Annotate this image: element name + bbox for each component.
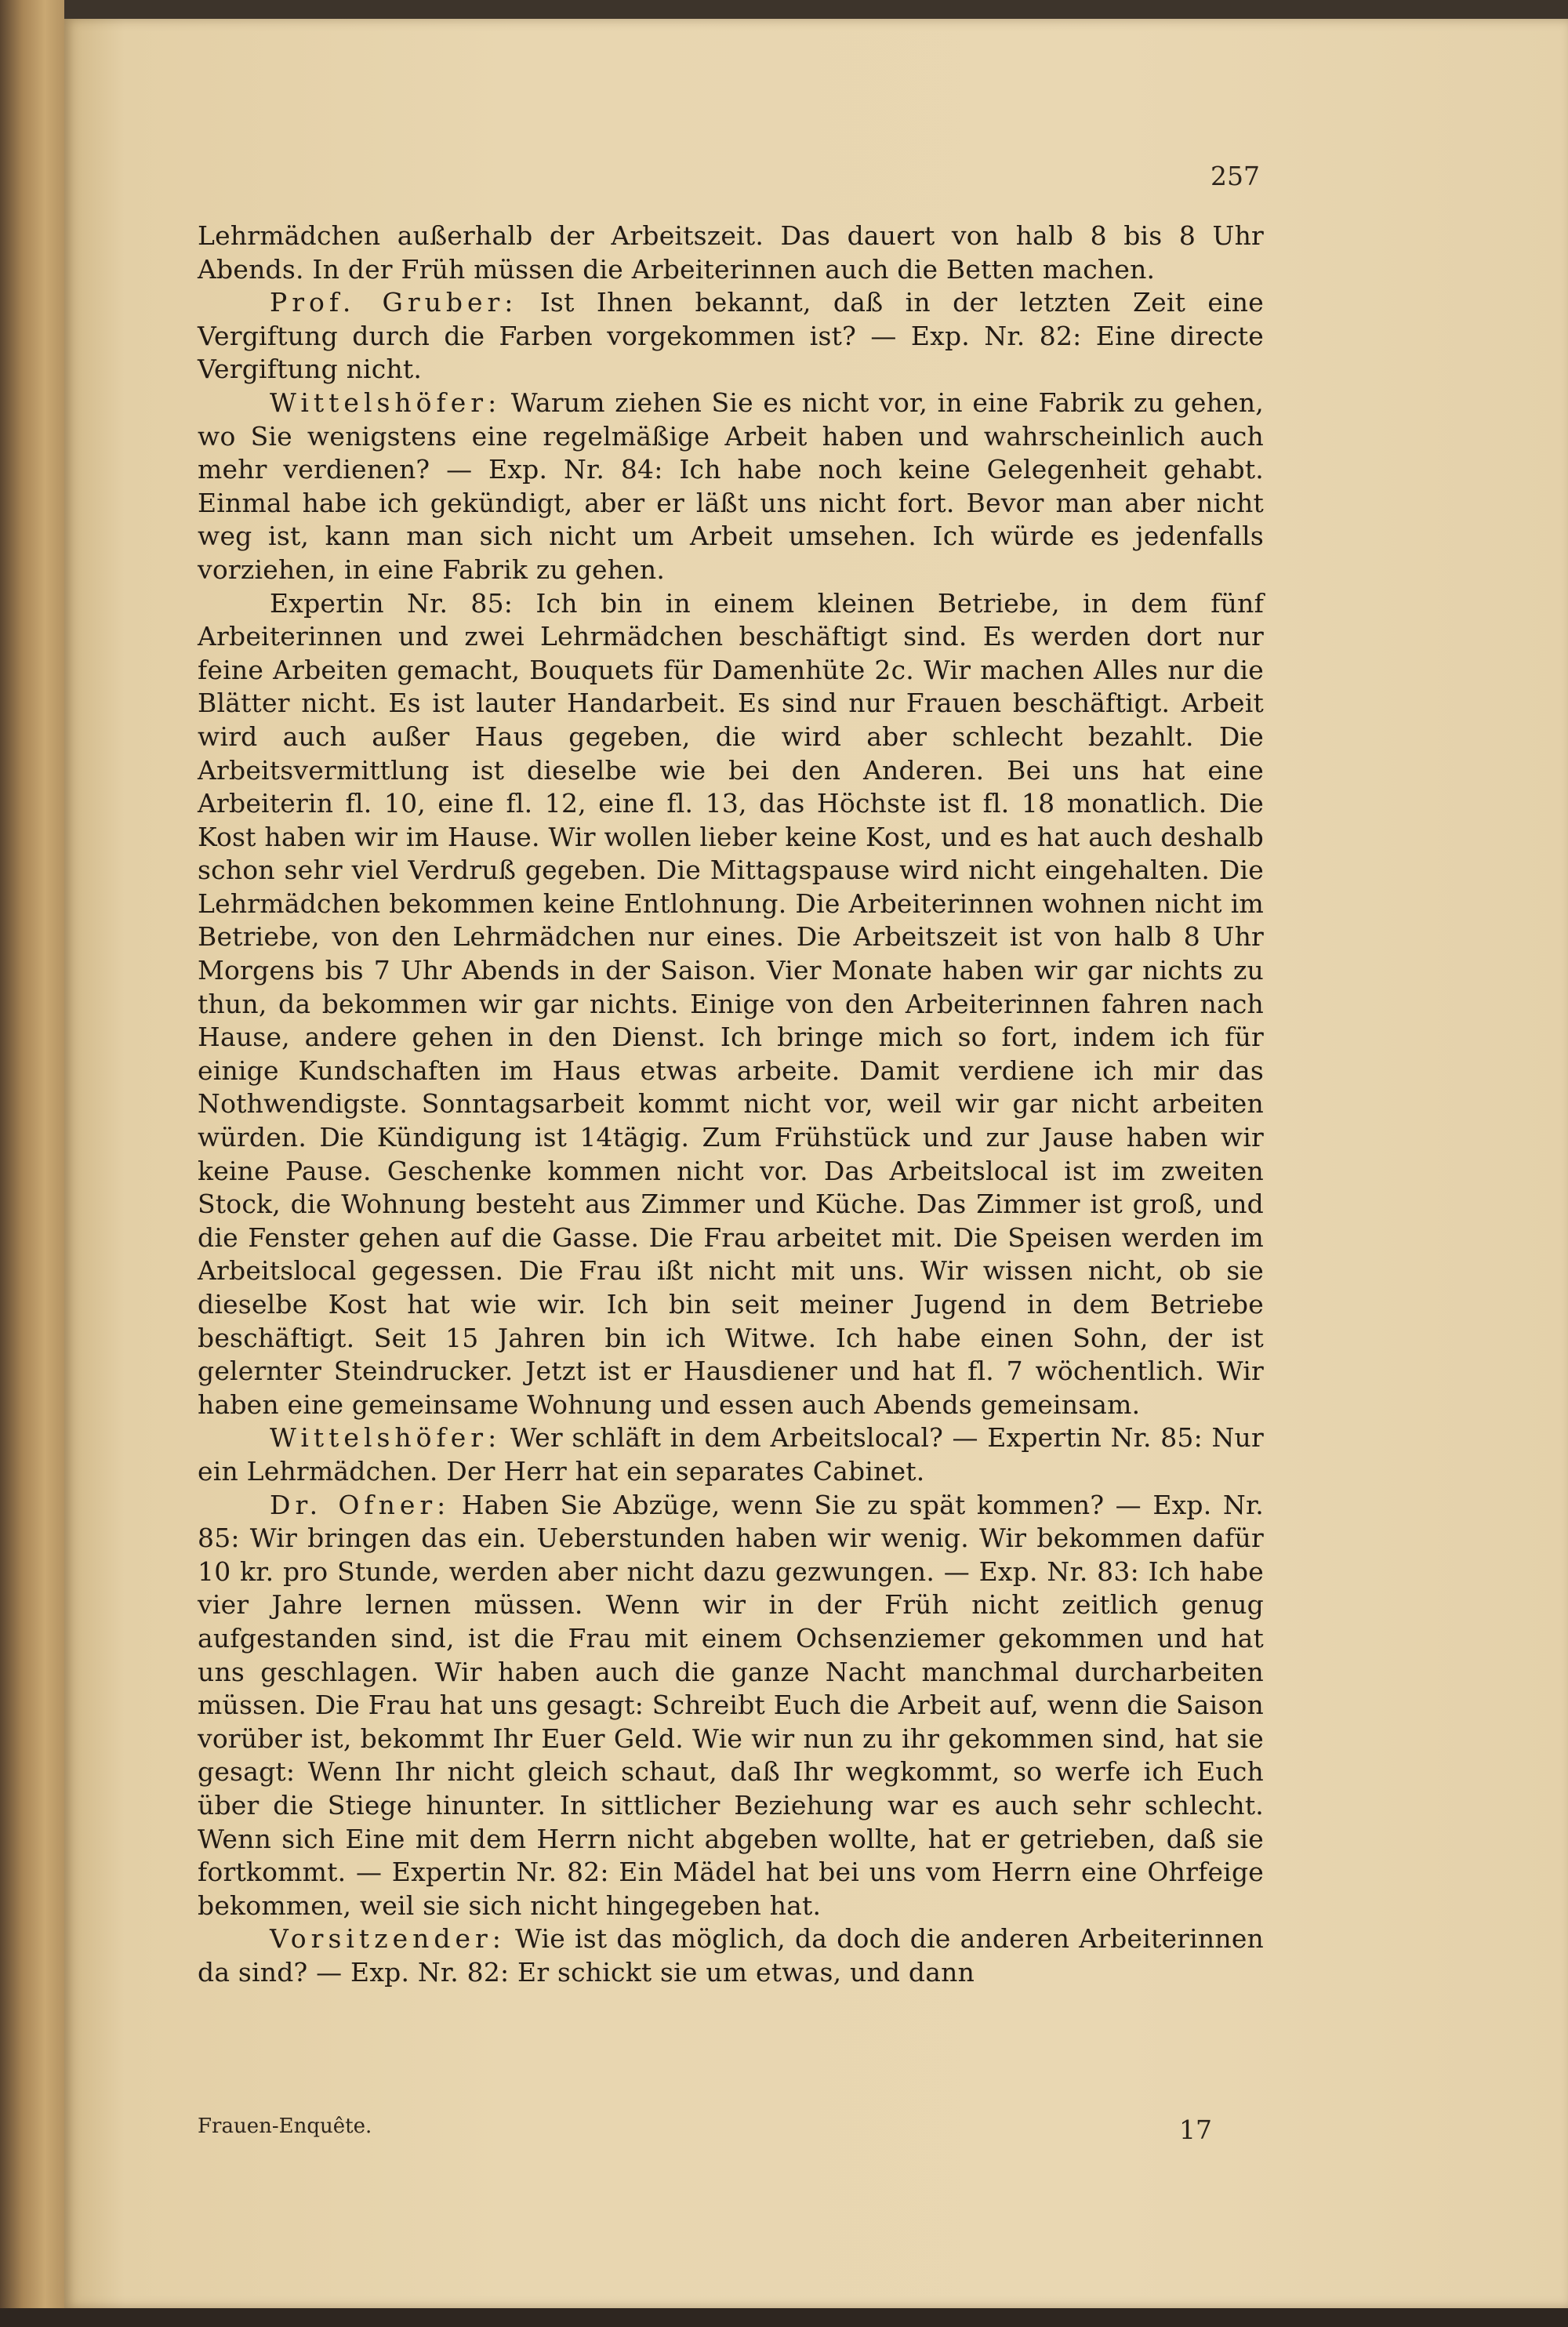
paragraph-text: Haben Sie Abzüge, wenn Sie zu spät kommen? — Exp. Nr. 85: Wir bringen das ein. Ueberstunden haben wir wenig. Wir bekommen dafür 10 kr. pro Stunde, werden aber nicht dazu gezwungen. — Exp. Nr. 83: Ich habe vier Jahre lernen müssen. Wenn wir in der Früh nicht zeitlich genug aufgestanden sind, ist die Frau mit einem Ochsenziemer gekommen und hat uns geschlagen. Wir haben auch die ganze Nacht manchmal durcharbeiten müssen. Die Frau hat uns gesagt: Schreibt Euch die Arbeit auf, wenn die Saison vorüber ist, bekommt Ihr Euer Geld. Wie wir nun zu ihr gekommen sind, hat sie gesagt: Wenn Ihr nicht gleich schaut, daß Ihr wegkommt, so werfe ich Euch über die Stiege hinunter. In sittlicher Beziehung war es auch sehr schlecht. Wenn sich Eine mit dem Herrn nicht abgeben wollte, hat er getrieben, daß sie fortkommt. — Expertin Nr. 82: Ein Mädel hat bei uns vom Herrn eine Ohrfeige bekommen, weil sie sich nicht hingegeben hat. (198, 1489, 1264, 1921)
paragraph-text: Lehrmädchen außerhalb der Arbeitszeit. Das dauert von halb 8 bis 8 Uhr Abends. In der Früh müssen die Arbeiterinnen auch die Betten machen. (198, 220, 1264, 285)
speaker-name: Dr. Ofner: (270, 1489, 451, 1520)
paragraph-text: Ist Ihnen bekannt, daß in der letzten Zeit eine Vergiftung durch die Farben vorgekommen ist? — Exp. Nr. 82: Eine directe Vergiftung nicht. (198, 287, 1264, 385)
speaker-name: Wittelshöfer: (270, 387, 502, 418)
page-number: 257 (1210, 161, 1260, 191)
paragraph (198, 1489, 1264, 1923)
paragraph (198, 587, 1264, 1422)
speaker-name: Vorsitzender: (270, 1923, 506, 1955)
scan-bottom-border (0, 2308, 1568, 2327)
paragraph (198, 286, 1264, 387)
paragraph (198, 1421, 1264, 1488)
speaker-name: Wittelshöfer: (270, 1422, 502, 1454)
paragraph-text: Warum ziehen Sie es nicht vor, in eine Fabrik zu gehen, wo Sie wenigstens eine regelmäßige Arbeit haben und wahrscheinlich auch mehr verdienen? — Exp. Nr. 84: Ich habe noch keine Gelegenheit gehabt. Einmal habe ich gekündigt, aber er läßt uns nicht fort. Bevor man aber nicht weg ist, kann man sich nicht um Arbeit umsehen. Ich würde es jedenfalls vorziehen, in eine Fabrik zu gehen. (198, 387, 1264, 585)
footer-sheet-number: 17 (1179, 2115, 1212, 2145)
paragraph-text: Expertin Nr. 85: Ich bin in einem kleinen Betriebe, in dem fünf Arbeiterinnen und zwei Lehrmädchen beschäftigt sind. Es werden dort nur feine Arbeiten gemacht, Bouquets für Damenhüte 2c. Wir machen Alles nur die Blätter nicht. Es ist lauter Handarbeit. Es sind nur Frauen beschäftigt. Arbeit wird auch außer Haus gegeben, die wird aber schlecht bezahlt. Die Arbeitsvermittlung ist dieselbe wie bei den Anderen. Bei uns hat eine Arbeiterin fl. 10, eine fl. 12, eine fl. 13, das Höchste ist fl. 18 monatlich. Die Kost haben wir im Hause. Wir wollen lieber keine Kost, und es hat auch deshalb schon sehr viel Verdruß gegeben. Die Mittagspause wird nicht eingehalten. Die Lehrmädchen bekommen keine Entlohnung. Die Arbeiterinnen wohnen nicht im Betriebe, von den Lehrmädchen nur eines. Die Arbeitszeit ist von halb 8 Uhr Morgens bis 7 Uhr Abends in der Saison. Vier Monate haben wir gar nichts zu thun, da bekommen wir gar nichts. Einige von den Arbeiterinnen fahren nach Hause, andere gehen in den Dienst. Ich bringe mich so fort, indem ich für einige Kundschaften im Haus etwas arbeite. Damit verdiene ich mir das Nothwendigste. Sonntagsarbeit kommt nicht vor, weil wir gar nicht arbeiten würden. Die Kündigung ist 14tägig. Zum Frühstück und zur Jause haben wir keine Pause. Geschenke kommen nicht vor. Das Arbeitslocal ist im zweiten Stock, die Wohnung besteht aus Zimmer und Küche. Das Zimmer ist groß, und die Fenster gehen auf die Gasse. Die Frau arbeitet mit. Die Speisen werden im Arbeitslocal gegessen. Die Frau ißt nicht mit uns. Wir wissen nicht, ob sie dieselbe Kost hat wie wir. Ich bin seit meiner Jugend in dem Betriebe beschäftigt. Seit 15 Jahren bin ich Witwe. Ich habe einen Sohn, der ist gelernter Steindrucker. Jetzt ist er Hausdiener und hat fl. 7 wöchentlich. Wir haben eine gemeinsame Wohnung und essen auch Abends gemeinsam. (198, 587, 1264, 1420)
paragraph (198, 220, 1264, 286)
paragraph-text: Wie ist das möglich, da doch die anderen Arbeiterinnen da sind? — Exp. Nr. 82: Er schickt sie um etwas, und dann (198, 1923, 1264, 1988)
paragraph (198, 1922, 1264, 1989)
footer-signature: Frauen-Enquête. (198, 2115, 372, 2138)
book-spine-edge (0, 0, 64, 2327)
paragraph (198, 387, 1264, 587)
speaker-name: Prof. Gruber: (270, 287, 518, 318)
body-text (198, 220, 1264, 1989)
scan-top-border (0, 0, 1568, 19)
paragraph-text: Wer schläft in dem Arbeitslocal? — Expertin Nr. 85: Nur ein Lehrmädchen. Der Herr hat ein separates Cabinet. (198, 1422, 1264, 1487)
